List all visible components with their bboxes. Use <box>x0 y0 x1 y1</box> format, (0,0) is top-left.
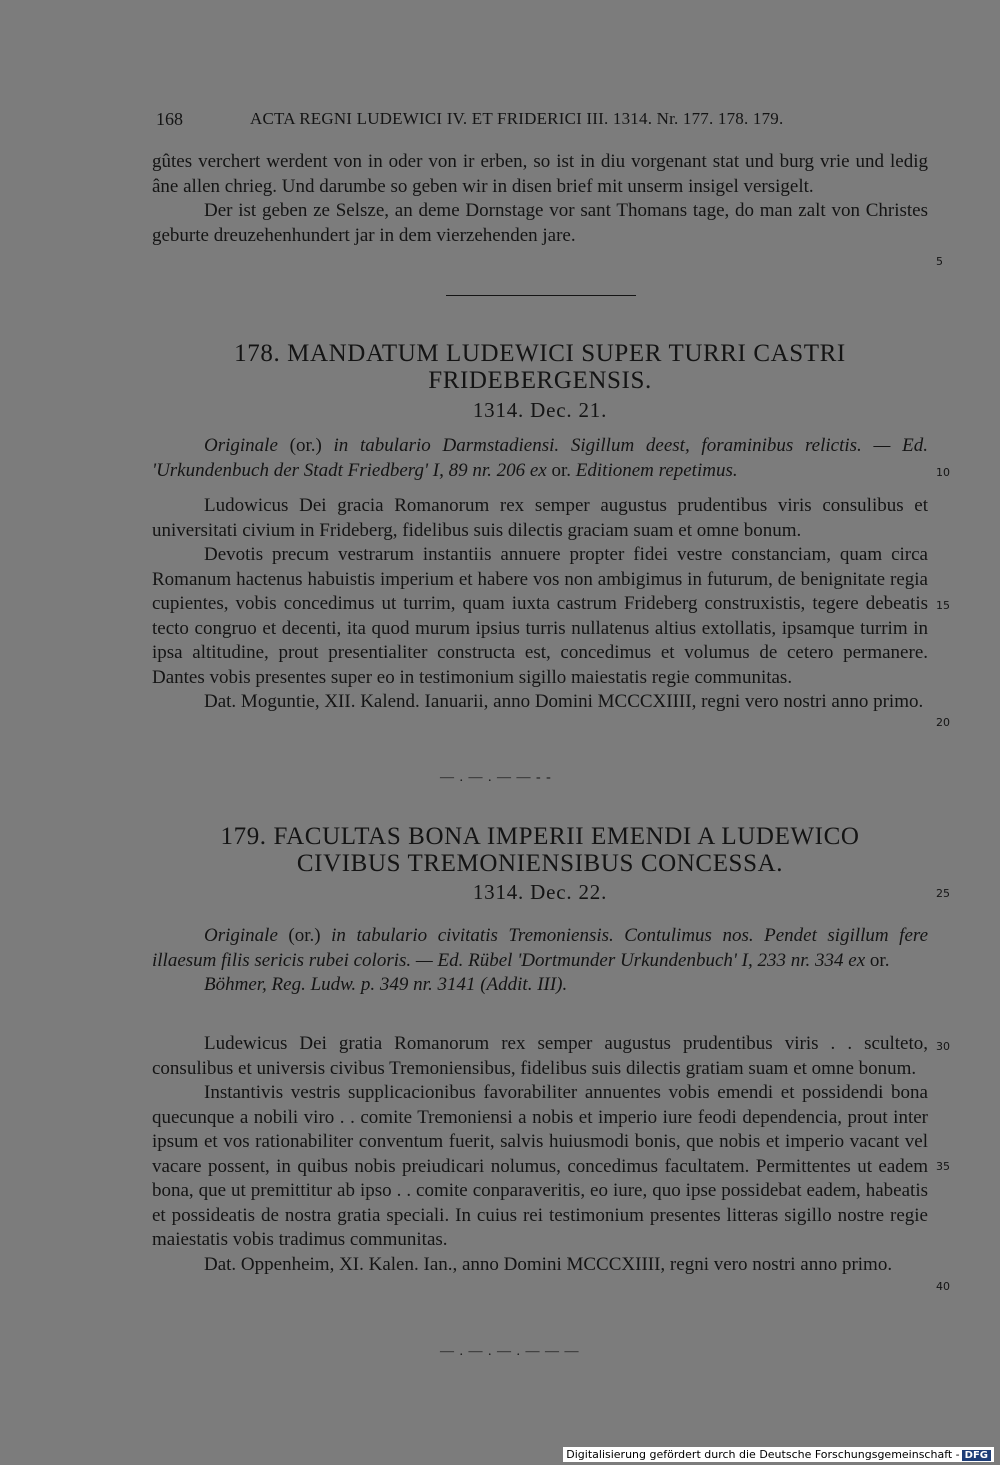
source-abbrev: (or.) <box>277 435 334 456</box>
line-number: 40 <box>936 1280 950 1293</box>
doc-178-dating: Dat. Moguntie, XII. Kalend. Ianuarii, anno Domini MCCCXIIII, regni vero nostri anno primo. <box>204 691 924 712</box>
source-abbrev: or. <box>551 459 572 481</box>
doc-179-regest: Böhmer, Reg. Ludw. p. 349 nr. 3141 (Addit. III). <box>204 974 568 995</box>
section-divider <box>446 295 636 296</box>
source-label: Originale <box>204 925 278 946</box>
line-number: 35 <box>936 1160 950 1173</box>
doc-179-body: Instantivis vestris supplicacionibus favorabiliter annuentes vobis emendi et possidendi bona quecunque a nobili viro . . comite Tremoniensi a nobis et imperio iure feodi dependencia, prout inter ipsum et vos rationabiliter conventum fuerit, salvis huiusmodi bonis, que nobis et imperio vacant vel vacare possent, in quibus nobis preiudicari nolumus, concedimus facultatem. Permittentes ut eadem bona, que ut premittitur ab ipso . . comite conparaveritis, eo iure, quo ipse possidebat eadem, habeatis et possideatis de nostra gratia speciali. In cuius rei testimonium presentes litteras sigillo nostre regie maiestatis vobis tradimus communitas. <box>152 1082 928 1250</box>
doc-179-intitulatio: Ludewicus Dei gratia Romanorum rex semper augustus prudentibus viris . . sculteto, consulibus et universis civibus Tremoniensibus, fidelibus suis dilectis gratiam suam et omne bonum. <box>152 1033 928 1079</box>
source-description: in tabulario civitatis Tremoniensis. Contulimus nos. Pendet sigillum fere illaesum filis sericis rubei coloris. — Ed. Rübel 'Dortmunder Urkundenbuch' I, 233 nr. 334 ex <box>152 925 929 971</box>
line-number: 15 <box>936 599 950 612</box>
doc-178-title-line2: FRIDEBERGENSIS. <box>428 367 652 394</box>
continuation-text <box>152 150 928 248</box>
digitization-credit <box>563 1447 994 1462</box>
source-abbrev: (or.) <box>277 925 332 946</box>
doc-179-dating: Dat. Oppenheim, XI. Kalen. Ian., anno Domini MCCCXIIII, regni vero nostri anno primo. <box>204 1253 893 1275</box>
line-number: 30 <box>936 1040 950 1053</box>
doc-179-title <box>150 823 930 877</box>
source-description: in tabulario Darmstadiensi. Sigillum deest, foraminibus relictis. — Ed. 'Urkundenbuch der Stadt Friedberg' I, 89 nr. 206 ex <box>152 435 928 481</box>
doc-178-date: 1314. Dec. 21. <box>472 398 608 422</box>
section-divider: — . — . — . — — — <box>440 1344 580 1359</box>
page-number: 168 <box>156 109 183 129</box>
doc-178-title-line1: 178. MANDATUM LUDEWICI SUPER TURRI CASTRI <box>234 340 846 367</box>
doc-178-body: Devotis precum vestrarum instantiis annuere propter fidei vestre constanciam, quam circa Romanum hactenus habuistis imperium et habere vos non ambigimus in futurum, de benignitate regia cupientes, vobis concedimus ut turrim, quam iuxta castrum Frideberg construxistis, tegere debeatis tecto congruo et decenti, ita quod murum ipsius turris nullatenus altius extollatis, ipsamque turrim in ipsa altitudine, prout presentialiter constructa est, concedimus et volumus de cetero permanere. Dantes vobis presentes super eo in testimonium sigillo maiestatis regie communitas. <box>152 544 928 688</box>
doc-178-intitulatio: Ludowicus Dei gracia Romanorum rex semper augustus prudentibus viris consulibus et universitati civium in Frideberg, fidelibus suis dilectis graciam suam et omne bonum. <box>152 495 928 541</box>
doc-179-date: 1314. Dec. 22. <box>472 880 608 904</box>
continuation-dating: Der ist geben ze Selsze, an deme Dornstage vor sant Thomans tage, do man zalt von Christes geburte dreuzehenhundert jar in dem vierzehenden jare. <box>152 200 928 246</box>
line-number: 5 <box>936 255 943 268</box>
section-divider: — . — . — — - - <box>440 770 552 785</box>
line-number: 25 <box>936 887 950 900</box>
running-title: ACTA REGNI LUDEWICI IV. ET FRIDERICI III. 1314. Nr. 177. 178. 179. <box>250 109 784 128</box>
doc-179-source-note <box>152 924 928 998</box>
doc-178-title <box>150 340 930 394</box>
doc-178-text <box>152 494 928 715</box>
source-edition-note: Editionem repetimus. <box>571 459 738 481</box>
doc-179-title-line2: CIVIBUS TREMONIENSIBUS CONCESSA. <box>296 850 784 877</box>
credit-text: Digitalisierung gefördert durch die Deutsche Forschungsgemeinschaft - <box>566 1448 960 1461</box>
source-abbrev: or. <box>869 949 890 971</box>
line-number: 20 <box>936 716 950 729</box>
continuation-paragraph: gûtes verchert werdent von in oder von ir erben, so ist in diu vorgenant stat und burg vrie und ledig âne allen chrieg. Und darumbe so geben wir in disen brief mit unserm insigel versigelt. <box>152 151 928 197</box>
doc-178-source-note <box>152 434 928 483</box>
line-number: 10 <box>936 466 950 479</box>
doc-179-title-line1: 179. FACULTAS BONA IMPERII EMENDI A LUDEWICO <box>220 823 860 850</box>
doc-179-text <box>152 1032 928 1277</box>
dfg-logo: DFG <box>962 1450 991 1461</box>
source-label: Originale <box>204 435 278 456</box>
